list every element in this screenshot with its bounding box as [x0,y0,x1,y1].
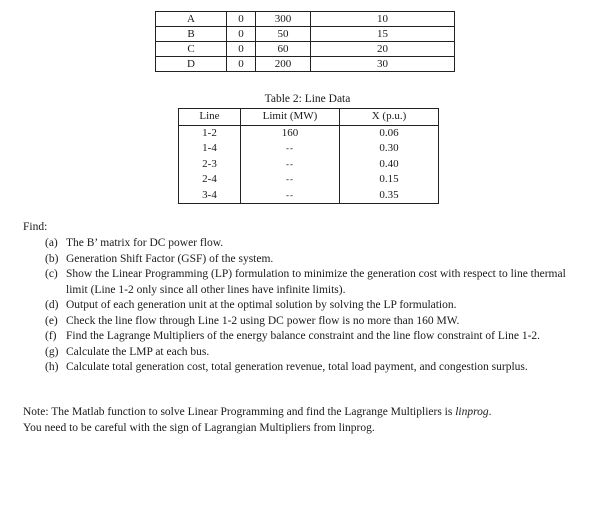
item-marker: (b) [45,252,59,265]
table-cell: -- [241,188,340,204]
list-item [45,345,590,361]
note-paragraph [23,405,593,436]
table-cell: -- [241,172,340,188]
task-list [45,236,590,376]
table-cell: 30 [311,57,455,72]
table-cell: 0.06 [379,126,399,139]
column-header: Line [179,109,241,126]
table-row [179,157,439,173]
table-cell: 3-4 [179,188,241,204]
line-data-table [178,108,439,204]
table-cell: 200 [256,57,311,72]
table-row [156,42,455,57]
table-cell: 160 [241,125,340,141]
item-text: The B’ matrix for DC power flow. [66,237,224,249]
note-line [23,405,593,421]
table-row [156,57,455,72]
item-text: Calculate the LMP at each bus. [66,345,210,358]
table-cell: -- [241,157,340,173]
list-item [45,329,590,345]
table-cell: 2-3 [179,157,241,173]
note-text: Note: The Matlab function to solve Linear Programming and find the Lagrange Multipliers is [23,406,456,418]
table-cell: 1-4 [179,141,241,157]
note-line: You need to be careful with the sign of Lagrangian Multipliers from linprog. [23,421,375,434]
item-marker: (c) [45,268,58,280]
table-row [156,12,455,27]
item-marker: (d) [45,299,59,311]
table-cell: 60 [256,42,311,57]
table-cell: 0.40 [379,157,399,170]
table-cell: 0 [227,42,256,57]
table-cell: 0 [227,27,256,42]
item-text: Generation Shift Factor (GSF) of the system. [66,252,274,265]
generator-data-table [155,11,455,72]
table-cell: 50 [256,27,311,42]
table-cell: 1-2 [179,125,241,141]
table-header-row [179,109,439,126]
table-cell: 0 [227,57,256,72]
table-cell: 0 [227,12,256,27]
table-row [179,172,439,188]
table-cell: 0.15 [379,173,399,186]
table-cell: 15 [311,27,455,42]
table-cell: C [156,42,227,57]
table-cell: 20 [311,42,455,57]
item-marker: (h) [45,361,59,373]
list-item [45,267,590,298]
item-marker: (e) [45,314,58,327]
table-cell: 0.35 [379,188,399,201]
item-text: Find the Lagrange Multipliers of the energy balance constraint and the line flow constraint of Line 1-2. [66,330,541,342]
table-row [179,125,439,141]
table-cell: 2-4 [179,172,241,188]
column-header: X (p.u.) [340,109,439,126]
note-punct: . [488,406,492,418]
table-cell: 0.30 [379,142,399,155]
column-header: Limit (MW) [241,109,340,126]
table-row [179,141,439,157]
item-text: Show the Linear Programming (LP) formulation to minimize the generation cost with respect to line thermal limit (Line 1-2 only since all other lines have infinite limits). [66,268,566,296]
list-item [45,236,590,252]
item-text: Calculate total generation cost, total generation revenue, total load payment, and congestion surplus. [66,361,528,373]
table-cell: 300 [256,12,311,27]
item-text: Check the line flow through Line 1-2 using DC power flow is no more than 160 MW. [66,314,460,327]
function-name: linprog [455,406,489,418]
item-text: Output of each generation unit at the optimal solution by solving the LP formulation. [66,299,457,311]
table-cell: A [156,12,227,27]
table-cell: -- [241,141,340,157]
item-marker: (a) [45,237,58,249]
table-cell: 10 [311,12,455,27]
list-item [45,298,590,314]
list-item [45,252,590,268]
list-item [45,314,590,330]
item-marker: (g) [45,345,59,358]
item-marker: (f) [45,330,57,342]
table-cell: B [156,27,227,42]
list-item [45,360,590,376]
table-cell: D [156,57,227,72]
line-data-caption: Table 2: Line Data [264,93,351,105]
table-row [156,27,455,42]
table-row [179,188,439,204]
find-heading: Find: [23,221,48,233]
